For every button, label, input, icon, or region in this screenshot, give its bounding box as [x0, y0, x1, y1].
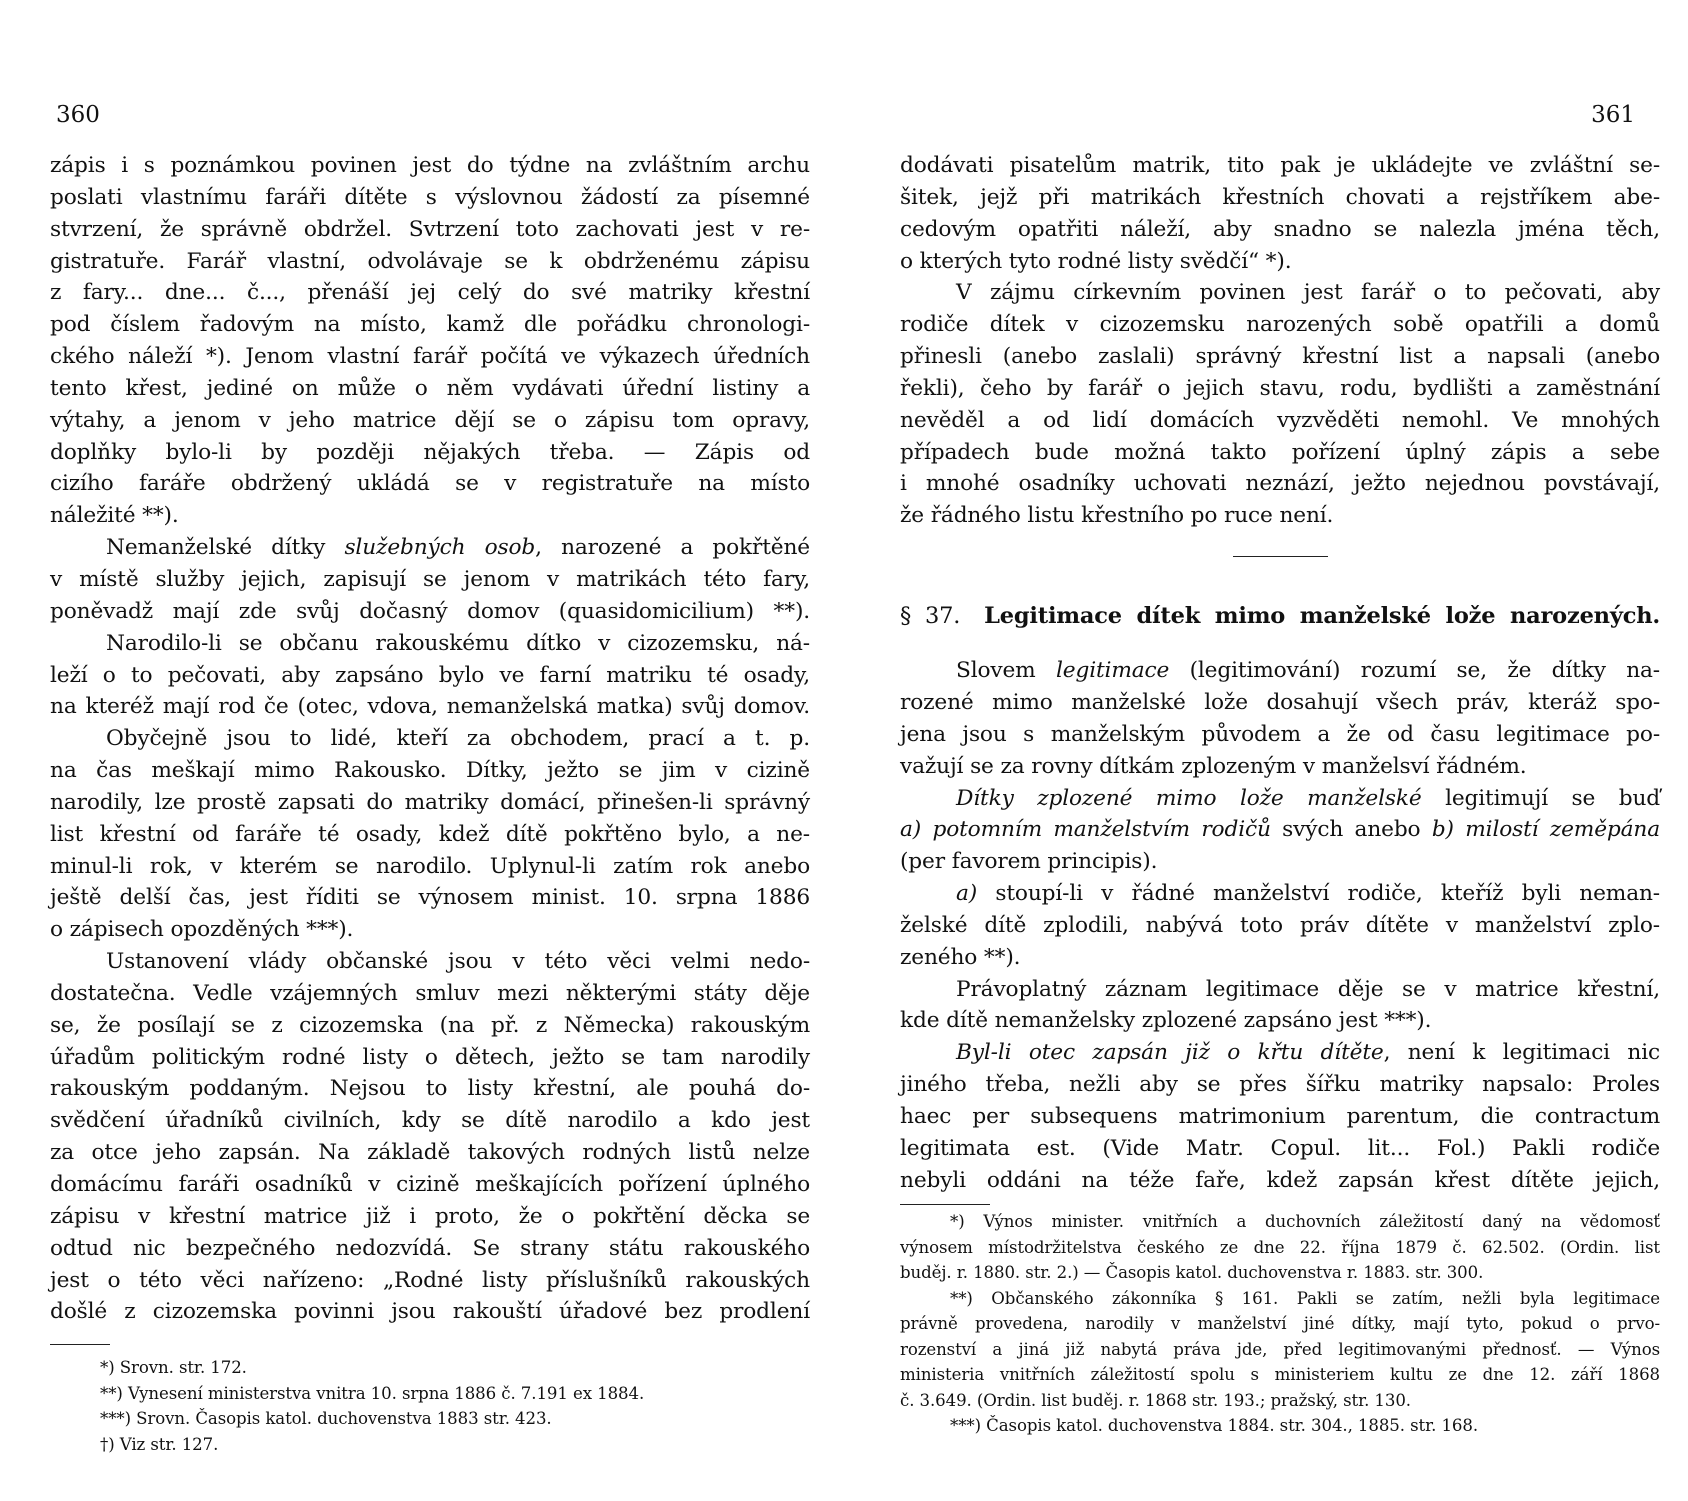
page-number: 361	[1591, 102, 1635, 128]
text-line: stvrzení, že správně obdržel. Svtrzení toto zachovati jest v re-	[50, 216, 810, 242]
text-line: poslati vlastnímu faráři dítěte s výslovnou žádostí za písemné	[50, 184, 810, 210]
text-line: dostatečna. Vedle vzájemných smluv mezi některými státy děje	[50, 980, 810, 1006]
footnote: ***) Srovn. Časopis katol. duchovenstva 1883 str. 423.	[100, 1409, 552, 1429]
section-divider	[1233, 556, 1328, 557]
text-line: kde dítě nemanželsky zplozené zapsáno jest ***).	[900, 1008, 1432, 1034]
text-line: Narodilo-li se občanu rakouskému dítko v cizozemsku, ná-	[106, 630, 810, 656]
text-line: V zájmu církevním povinen jest farář o to pečovati, aby	[956, 280, 1660, 306]
text-line: přinesli (anebo zaslali) správný křestní list a napsali (anebo	[900, 344, 1660, 370]
text-line: náležité **).	[50, 503, 179, 529]
footnote: **) Vynesení ministerstva vnitra 10. srpna 1886 č. 7.191 ex 1884.	[100, 1383, 645, 1403]
footnote: ***) Časopis katol. duchovenstva 1884. str. 304., 1885. str. 168.	[950, 1416, 1478, 1436]
right-page	[900, 0, 1660, 1501]
footnote: *) Výnos minister. vnitřních a duchovních záležitostí daný na vědomosť	[950, 1212, 1660, 1232]
text-line: zeného **).	[900, 944, 1021, 970]
footnote: právně provedena, narodily v manželství jiné dítky, mají tyto, pokud o prvo-	[900, 1314, 1660, 1334]
text-line: výtahy, a jenom v jeho matrice dějí se o zápisu tom opravy,	[50, 407, 810, 433]
text-line: pod číslem řadovým na místo, kamž dle pořádku chronologi-	[50, 312, 810, 338]
footnote: †) Viz str. 127.	[100, 1434, 219, 1454]
text-line: z fary... dne... č..., přenáší jej celý do své matriky křestní	[50, 280, 810, 306]
right-body	[900, 150, 1660, 1439]
text-line: došlé z cizozemska povinni jsou rakouští úřadové bez prodlení	[50, 1299, 810, 1325]
text-line: Obyčejně jsou to lidé, kteří za obchodem, prací a t. p.	[106, 726, 810, 752]
rich-line: Dítky zplozené mimo lože manželské legitimují se buď	[956, 785, 1660, 811]
footnote: výnosem místodržitelstva českého ze dne 22. října 1879 č. 62.502. (Ordin. list	[900, 1237, 1660, 1257]
text-line: gistratuře. Farář vlastní, odvolávaje se k obdrženému zápisu	[50, 248, 810, 274]
text-line: za otce jeho zapsán. Na základě takových rodných listů nelze	[50, 1140, 810, 1166]
text-line: šitek, jejž při matrikách křestních chovati a rejstříkem abe-	[900, 184, 1660, 210]
left-page	[50, 0, 810, 1501]
text-line: ještě delší čas, jest říditi se výnosem minist. 10. srpna 1886	[50, 885, 810, 911]
text-line: važují se za rovny dítkám zplozeným v manželsví řádném.	[900, 753, 1527, 779]
text-line: úřadům politickým rodné listy o dětech, ježto se tam narodily	[50, 1044, 810, 1070]
rich-line: a) stoupí-li v řádné manželství rodiče, kteříž byli neman-	[956, 881, 1660, 907]
text-line: jest o této věci nařízeno: „Rodné listy příslušníků rakouských	[50, 1267, 810, 1293]
text-line: jiného třeba, nežli aby se přes šířku matriky napsalo: Proles	[900, 1072, 1660, 1098]
text-line: svědčení úřadníků civilních, kdy se dítě narodilo a kdo jest	[50, 1108, 810, 1134]
rich-line: a) potomním manželstvím rodičů svých anebo b) milostí zeměpána	[900, 817, 1660, 843]
section-title: Legitimace dítek mimo manželské lože narozených.	[984, 603, 1661, 630]
text-line: minul-li rok, v kterém se narodilo. Uplynul-li zatím rok anebo	[50, 853, 810, 879]
text-line: domácímu faráři osadníků v cizině meškajících pořízení úplného	[50, 1172, 810, 1197]
text-line: želské dítě zplodili, nabývá toto práv dítěte v manželství zplo-	[900, 912, 1660, 938]
text-line: že řádného listu křestního po ruce není.	[900, 503, 1334, 529]
footnote: rozenství a jiná již nabytá práva jde, před legitimovanými přednosť. — Výnos	[900, 1339, 1660, 1359]
footnote-divider	[900, 1204, 990, 1205]
text-line: dodávati pisatelům matrik, tito pak je ukládejte ve zvláštní se-	[900, 153, 1660, 178]
text-line: zápis i s poznámkou povinen jest do týdne na zvláštním archu	[50, 153, 810, 178]
rich-line: Slovem legitimace (legitimování) rozumí se, že dítky na-	[956, 658, 1660, 684]
text-line: ckého náleží *). Jenom vlastní farář počítá ve výkazech úředních	[50, 344, 810, 370]
footnote-divider	[50, 1344, 110, 1345]
paragraph-italic-line: Nemanželské dítky služebných osob, narozené a pokřtěné	[106, 535, 810, 561]
text-line: rakouským poddaným. Nejsou to listy křestní, ale pouhá do-	[50, 1076, 810, 1102]
footnote: ministeria vnitřních záležitostí spolu s ministeriem kultu ze dne 12. září 1868	[900, 1365, 1660, 1385]
text-line: (per favorem principis).	[900, 849, 1158, 875]
text-line: na kteréž mají rod če (otec, vdova, nemanželská matka) svůj domov.	[50, 694, 810, 720]
footnote: buděj. r. 1880. str. 2.) — Časopis katol. duchovenstva r. 1883. str. 300.	[900, 1263, 1484, 1283]
text-line: o kterých tyto rodné listy svědčí“ *).	[900, 248, 1292, 274]
text-line: i mnohé osadníky uchovati neznází, ježto nejednou povstávají,	[900, 471, 1660, 497]
text-line: Právoplatný záznam legitimace děje se v matrice křestní,	[956, 976, 1660, 1002]
footnote: *) Srovn. str. 172.	[100, 1358, 247, 1378]
text-line: rodiče dítek v cizozemsku narozených sobě opatřili a domů	[900, 312, 1660, 338]
footnote: **) Občanského zákonníka § 161. Pakli se zatím, nežli byla legitimace	[950, 1288, 1660, 1308]
text-line: jena jsou s manželským původem a že od času legitimace po-	[900, 721, 1660, 747]
text-line: narodily, lze prostě zapsati do matriky domácí, přinešen-li správný	[50, 789, 810, 815]
page-number: 360	[56, 102, 100, 128]
text-line: legitimata est. (Vide Matr. Copul. lit... Fol.) Pakli rodiče	[900, 1135, 1660, 1161]
text-line: poněvadž mají zde svůj dočasný domov (quasidomicilium) **).	[50, 598, 810, 624]
text-line: odtud nic bezpečného nedozvídá. Se strany státu rakouského	[50, 1235, 810, 1261]
text-line: řekli), čeho by farář o jejich stavu, rodu, bydlišti a zaměstnání	[900, 375, 1660, 401]
text-line: tento křest, jediné on může o něm vydávati úřední listiny a	[50, 375, 810, 401]
text-line: o zápisech opozděných ***).	[50, 917, 354, 943]
text-line: v místě služby jejich, zapisují se jenom v matrikách této fary,	[50, 566, 810, 592]
left-body	[50, 150, 810, 1457]
text-line: haec per subsequens matrimonium parentum, die contractum	[900, 1103, 1660, 1129]
text-line: se, že posílají se z cizozemska (na př. z Německa) rakouským	[50, 1012, 810, 1038]
text-line: leží o to pečovati, aby zapsáno bylo ve farní matriku té osady,	[50, 662, 810, 688]
text-line: Ustanovení vlády občanské jsou v této věci velmi nedo-	[106, 949, 810, 975]
rich-line: Byl-li otec zapsán již o křtu dítěte, není k legitimaci nic	[956, 1040, 1660, 1066]
text-line: zápisu v křestní matrice již i proto, že o pokřtění děcka se	[50, 1203, 810, 1229]
text-line: nevěděl a od lidí domácích vyzvěděti nemohl. Ve mnohých	[900, 407, 1660, 433]
footnote: č. 3.649. (Ordin. list buděj. r. 1868 str. 193.; pražský, str. 130.	[900, 1390, 1411, 1410]
text-line: rozené mimo manželské lože dosahují všech práv, kteráž spo-	[900, 689, 1660, 715]
section-number: § 37.	[900, 603, 961, 630]
text-line: doplňky bylo-li by později nějakých třeba. — Zápis od	[50, 439, 810, 465]
text-line: cedovým opatřiti náleží, aby snadno se nalezla jména těch,	[900, 216, 1660, 242]
section-heading	[900, 595, 1660, 637]
text-line: list křestní od faráře té osady, kdež dítě pokřtěno bylo, a ne-	[50, 821, 810, 847]
text-line: nebyli oddáni na téže faře, kdež zapsán křest dítěte jejich,	[900, 1167, 1660, 1193]
text-line: na čas meškají mimo Rakousko. Dítky, ježto se jim v cizině	[50, 758, 810, 784]
text-line: cizího faráře obdržený ukládá se v registratuře na místo	[50, 471, 810, 497]
text-line: případech bude možná takto pořízení úplný zápis a sebe	[900, 439, 1660, 465]
